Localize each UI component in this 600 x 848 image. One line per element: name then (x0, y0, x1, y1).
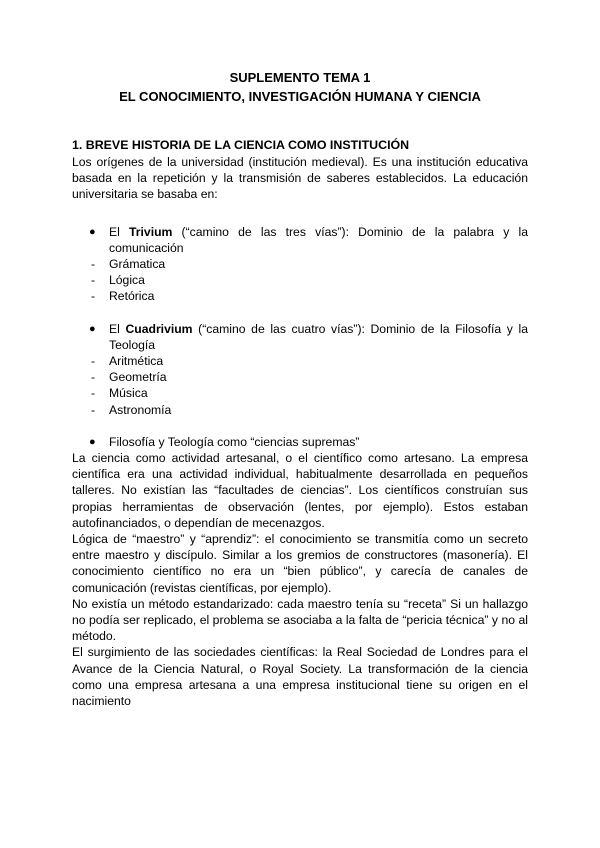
list-item: - Aritmética (91, 354, 164, 369)
list-item: - Música (91, 386, 148, 401)
cuadrivium-prefix: El (109, 321, 126, 336)
ciencias-supremas-text: Filosofía y Teología como “ciencias supremas” (109, 434, 360, 449)
cuadrivium-list (72, 353, 528, 418)
dash-icon: - (91, 273, 96, 288)
intro-paragraph: Los orígenes de la universidad (institución medieval). Es una institución educativa basada en la repetición y la transmisión de saberes establecidos. La educación universitaria se basaba en: (72, 155, 528, 202)
maestro-paragraph: Lógica de “maestro” y “aprendiz”: el conocimiento se transmitía como un secreto entre maestro y discípulo. Similar a los gremios de constructores (masonería). El conocimiento científico no era un “bien público”, y carecía de canales de comunicación (revistas científicas, por ejemplo). (72, 532, 528, 595)
dash-icon: - (91, 370, 96, 385)
document-title-line-2: EL CONOCIMIENTO, INVESTIGACIÓN HUMANA Y CIENCIA (119, 89, 481, 104)
document-title-line-1: SUPLEMENTO TEMA 1 (229, 70, 371, 85)
list-item: - Retórica (91, 289, 155, 304)
cuadrivium-bullet (72, 321, 528, 353)
cuadrivium-description: (“camino de las cuatro vías”): Dominio de la Filosofía y la Teología (109, 321, 528, 352)
dash-icon: - (91, 402, 96, 417)
trivium-prefix: El (109, 224, 130, 239)
dash-icon: - (91, 289, 96, 304)
list-item: - Geometría (91, 370, 167, 385)
ciencias-supremas-bullet (72, 434, 528, 450)
dash-icon: - (91, 257, 96, 272)
trivium-description: (“camino de las tres vías”): Dominio de la palabra y la comunicación (109, 224, 528, 255)
bullet-icon: ● (89, 322, 96, 335)
dash-icon: - (91, 386, 96, 401)
dash-icon: - (91, 354, 96, 369)
list-item: - Astronomía (91, 402, 172, 417)
cuadrivium-term: Cuadrivium (125, 321, 193, 336)
bullet-icon: ● (89, 225, 96, 238)
trivium-term: Trivium (129, 224, 173, 239)
bullet-icon: ● (89, 435, 96, 448)
trivium-list (72, 256, 528, 305)
trivium-bullet (72, 224, 528, 256)
section-heading: 1. BREVE HISTORIA DE LA CIENCIA COMO INSTITUCIÓN (72, 138, 410, 152)
metodo-paragraph: No existía un método estandarizado: cada maestro tenía su “receta” Si un hallazgo no podía ser replicado, el problema se asociaba a la falta de “pericia técnica” y no al método. (72, 596, 528, 644)
list-item: - Grámatica (91, 257, 166, 272)
list-item: - Lógica (91, 273, 145, 288)
sociedades-paragraph: El surgimiento de las sociedades científicas: la Real Sociedad de Londres para el Avance de la Ciencia Natural, o Royal Society. La transformación de la ciencia como una empresa artesana a una empresa institucional tiene su origen en el nacimiento (72, 645, 528, 709)
artesanal-paragraph: La ciencia como actividad artesanal, o el científico como artesano. La empresa científica era una actividad individual, habitualmente desarrollada en pequeños talleres. No existían las “facultades de ciencias”. Los científicos construían sus propias herramientas de observación (lentes, por ejemplo). Estos estaban autofinanciados, o dependían de mecenazgos. (72, 451, 528, 530)
